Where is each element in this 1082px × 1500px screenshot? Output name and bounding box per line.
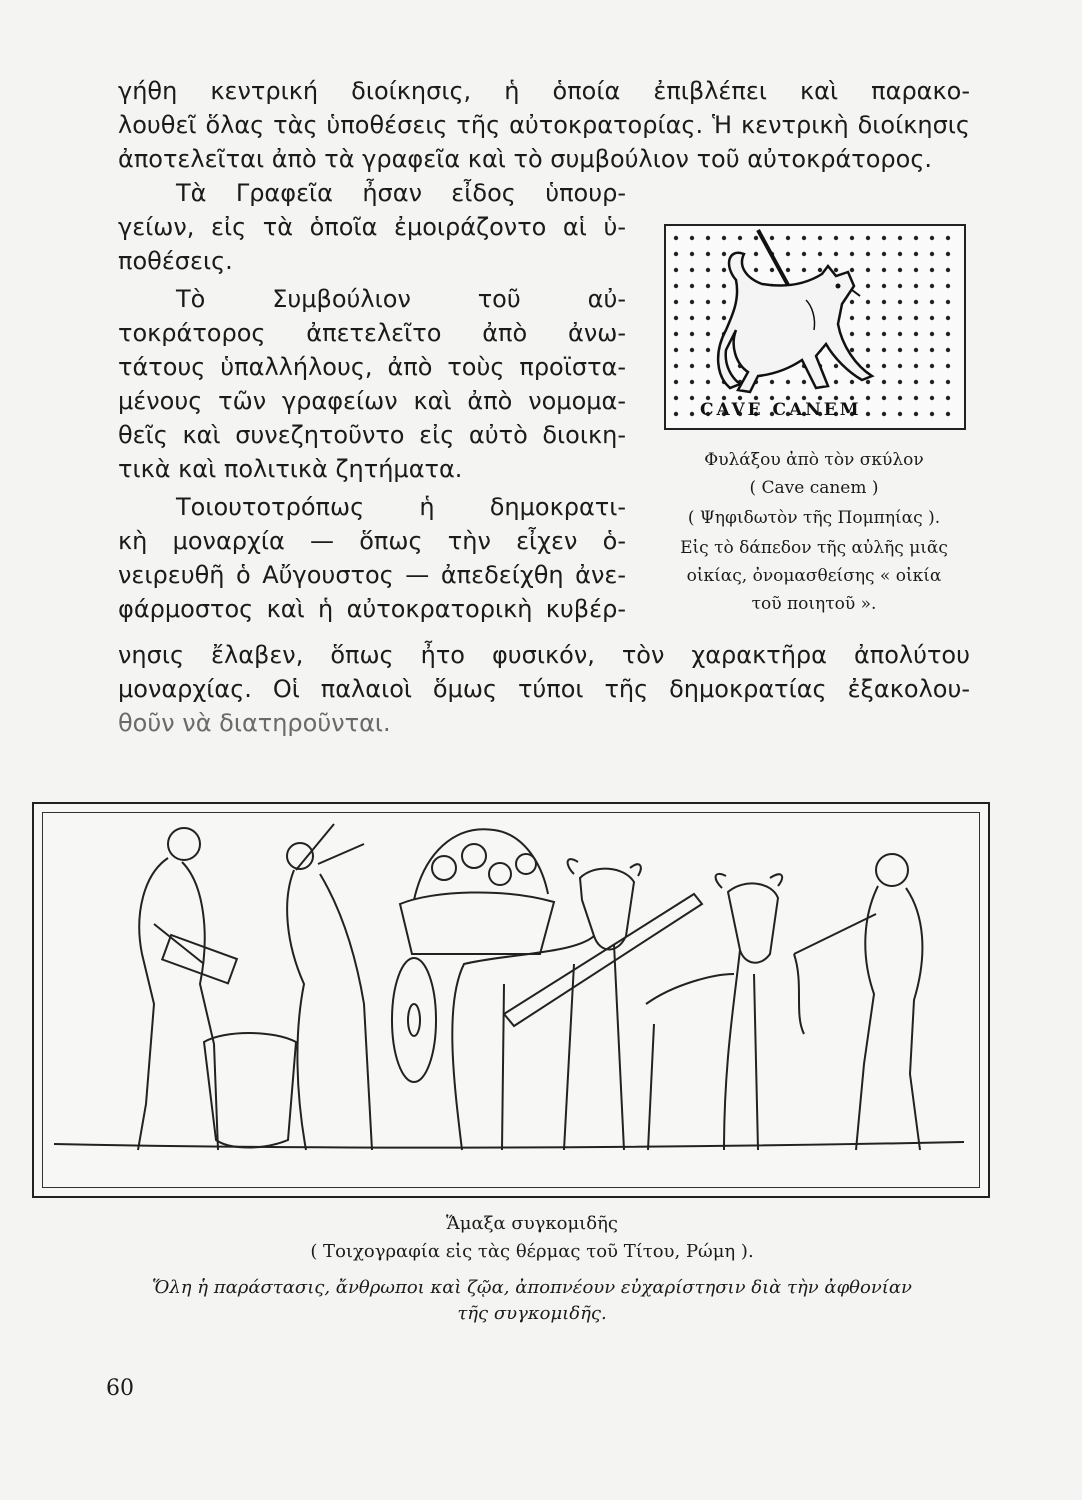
text-line: λουθεῖ ὅλας τὰς ὑποθέσεις τῆς αὐτοκρατορίας. Ἡ κεντρικὴ διοίκησις bbox=[118, 111, 970, 139]
mosaic-tessera bbox=[930, 364, 934, 368]
mosaic-tessera bbox=[882, 252, 886, 256]
mosaic-tessera bbox=[674, 332, 678, 336]
mosaic-tessera bbox=[690, 300, 694, 304]
mosaic-tessera bbox=[866, 252, 870, 256]
mosaic-tessera bbox=[834, 364, 838, 368]
mosaic-tessera bbox=[850, 268, 854, 272]
mosaic-tessera bbox=[706, 284, 710, 288]
mosaic-tessera bbox=[706, 316, 710, 320]
mosaic-tessera bbox=[866, 332, 870, 336]
mosaic-tessera bbox=[898, 380, 902, 384]
mosaic-tessera bbox=[674, 380, 678, 384]
mosaic-tessera bbox=[690, 316, 694, 320]
mosaic-tessera bbox=[722, 236, 726, 240]
mosaic-tessera bbox=[706, 236, 710, 240]
mosaic-caption-latin: ( Cave canem ) bbox=[749, 478, 879, 498]
mosaic-tessera bbox=[818, 252, 822, 256]
mosaic-tessera bbox=[690, 412, 694, 416]
mosaic-tessera bbox=[834, 252, 838, 256]
mosaic-tessera bbox=[882, 348, 886, 352]
fresco-source: ( Τοιχογραφία εἰς τὰς θέρμας τοῦ Τίτου, Ρώμη ). bbox=[310, 1241, 754, 1262]
mosaic-tessera bbox=[866, 236, 870, 240]
page-number: 60 bbox=[106, 1376, 134, 1401]
fresco-note: Ὅλη ἡ παράστασις, ἄνθρωποι καὶ ζῷα, ἀποπνέουν εὐχαρίστησιν διὰ τὴν ἀφθονίαν bbox=[152, 1277, 912, 1298]
mosaic-tessera bbox=[914, 396, 918, 400]
mosaic-tessera bbox=[674, 348, 678, 352]
mosaic-tessera bbox=[930, 284, 934, 288]
mosaic-tessera bbox=[898, 316, 902, 320]
mosaic-tessera bbox=[706, 348, 710, 352]
mosaic-tessera bbox=[866, 284, 870, 288]
text-line: ποθέσεις. bbox=[118, 247, 233, 275]
mosaic-tessera bbox=[898, 396, 902, 400]
text-line: τικὰ καὶ πολιτικὰ ζητήματα. bbox=[118, 455, 463, 483]
mosaic-tessera bbox=[706, 300, 710, 304]
mosaic-tessera bbox=[786, 268, 790, 272]
mosaic-tessera bbox=[722, 284, 726, 288]
mosaic-tessera bbox=[866, 412, 870, 416]
mosaic-tessera bbox=[866, 396, 870, 400]
mosaic-tessera bbox=[690, 252, 694, 256]
mosaic-tessera bbox=[882, 380, 886, 384]
mosaic-tessera bbox=[802, 236, 806, 240]
mosaic-tessera bbox=[706, 252, 710, 256]
mosaic-tessera bbox=[770, 380, 774, 384]
mosaic-tessera bbox=[882, 412, 886, 416]
text-line: κὴ μοναρχία — ὅπως τὴν εἶχεν ὁ- bbox=[118, 527, 626, 555]
fresco-note: τῆς συγκομιδῆς. bbox=[457, 1303, 607, 1324]
text-line: μοναρχίας. Οἱ παλαιοὶ ὅμως τύποι τῆς δημοκρατίας ἐξακολου- bbox=[118, 675, 970, 703]
mosaic-tessera bbox=[818, 268, 822, 272]
mosaic-tessera bbox=[706, 268, 710, 272]
mosaic-tessera bbox=[930, 268, 934, 272]
mosaic-tessera bbox=[690, 348, 694, 352]
mosaic-tessera bbox=[882, 396, 886, 400]
mosaic-tessera bbox=[722, 268, 726, 272]
mosaic-tessera bbox=[946, 236, 950, 240]
mosaic-tessera bbox=[786, 380, 790, 384]
mosaic-tessera bbox=[914, 252, 918, 256]
mosaic-tessera bbox=[866, 348, 870, 352]
mosaic-tessera bbox=[914, 300, 918, 304]
mosaic-tessera bbox=[818, 236, 822, 240]
mosaic-tessera bbox=[930, 332, 934, 336]
mosaic-tessera bbox=[898, 348, 902, 352]
mosaic-tessera bbox=[674, 284, 678, 288]
mosaic-tessera bbox=[802, 380, 806, 384]
mosaic-tessera bbox=[930, 300, 934, 304]
mosaic-tessera bbox=[674, 412, 678, 416]
text-line: Τὸ Συμβούλιον τοῦ αὐ- bbox=[176, 285, 626, 313]
mosaic-tessera bbox=[754, 252, 758, 256]
mosaic-tessera bbox=[930, 348, 934, 352]
mosaic-tessera bbox=[930, 380, 934, 384]
mosaic-tessera bbox=[866, 268, 870, 272]
text-line: μένους τῶν γραφείων καὶ ἀπὸ νομομα- bbox=[118, 387, 626, 415]
mosaic-tessera bbox=[866, 380, 870, 384]
mosaic-inscription: CAVE CANEM bbox=[700, 400, 862, 420]
mosaic-tessera bbox=[914, 380, 918, 384]
mosaic-tessera bbox=[946, 284, 950, 288]
text-line: θεῖς καὶ συνεζητοῦντο εἰς αὐτὸ διοικη- bbox=[118, 421, 626, 449]
mosaic-tessera bbox=[946, 300, 950, 304]
mosaic-tessera bbox=[914, 284, 918, 288]
mosaic-tessera bbox=[898, 364, 902, 368]
text-line: τάτους ὑπαλλήλους, ἀπὸ τοὺς προϊστα- bbox=[118, 353, 626, 381]
mosaic-tessera bbox=[802, 252, 806, 256]
mosaic-tessera bbox=[866, 364, 870, 368]
mosaic-tessera bbox=[946, 252, 950, 256]
mosaic-tessera bbox=[674, 236, 678, 240]
mosaic-tessera bbox=[898, 284, 902, 288]
mosaic-tessera bbox=[946, 332, 950, 336]
mosaic-tessera bbox=[674, 316, 678, 320]
mosaic-tessera bbox=[850, 348, 854, 352]
mosaic-tessera bbox=[850, 236, 854, 240]
mosaic-tessera bbox=[690, 236, 694, 240]
mosaic-tessera bbox=[850, 316, 854, 320]
dog-mosaic-drawing bbox=[666, 226, 964, 428]
fresco-title: Ἅμαξα συγκομιδῆς bbox=[446, 1213, 618, 1234]
mosaic-tessera bbox=[722, 252, 726, 256]
mosaic-tessera bbox=[866, 316, 870, 320]
mosaic-tessera bbox=[706, 332, 710, 336]
mosaic-tessera bbox=[722, 300, 726, 304]
mosaic-tessera bbox=[914, 316, 918, 320]
mosaic-tessera bbox=[930, 316, 934, 320]
text-line: φάρμοστος καὶ ἡ αὐτοκρατορικὴ κυβέρ- bbox=[118, 595, 626, 623]
mosaic-tessera bbox=[882, 284, 886, 288]
fresco-drawing bbox=[34, 804, 988, 1196]
mosaic-caption-text: τοῦ ποιητοῦ ». bbox=[751, 594, 877, 614]
mosaic-tessera bbox=[946, 380, 950, 384]
mosaic-tessera bbox=[834, 268, 838, 272]
mosaic-tessera bbox=[914, 332, 918, 336]
text-line: γείων, εἰς τὰ ὁποῖα ἐμοιράζοντο αἱ ὑ- bbox=[118, 213, 626, 241]
mosaic-caption-source: ( Ψηφιδωτὸν τῆς Πομπηίας ). bbox=[687, 508, 941, 528]
mosaic-tessera bbox=[706, 380, 710, 384]
mosaic-tessera bbox=[946, 316, 950, 320]
text-line: Τοιουτοτρόπως ἡ δημοκρατι- bbox=[176, 493, 626, 521]
mosaic-tessera bbox=[674, 396, 678, 400]
mosaic-tessera bbox=[898, 412, 902, 416]
mosaic-tessera bbox=[674, 300, 678, 304]
text-line: νησις ἔλαβεν, ὅπως ἦτο φυσικόν, τὸν χαρακτῆρα ἀπολύτου bbox=[118, 641, 970, 669]
mosaic-tessera bbox=[850, 380, 854, 384]
mosaic-caption-title: Φυλάξου ἀπὸ τὸν σκύλον bbox=[704, 450, 924, 470]
mosaic-tessera bbox=[882, 332, 886, 336]
mosaic-tessera bbox=[914, 364, 918, 368]
mosaic-tessera bbox=[770, 268, 774, 272]
mosaic-tessera bbox=[834, 236, 838, 240]
text-line: ἀποτελεῖται ἀπὸ τὰ γραφεῖα καὶ τὸ συμβούλιον τοῦ αὐτοκράτορος. bbox=[118, 145, 933, 173]
mosaic-tessera bbox=[898, 300, 902, 304]
text-line: Τὰ Γραφεῖα ἦσαν εἶδος ὑπουρ- bbox=[176, 179, 626, 207]
mosaic-tessera bbox=[674, 364, 678, 368]
mosaic-tessera bbox=[946, 396, 950, 400]
mosaic-tessera bbox=[786, 252, 790, 256]
mosaic-tessera bbox=[898, 332, 902, 336]
mosaic-tessera bbox=[882, 364, 886, 368]
mosaic-caption-text: οἰκίας, ὀνομασθείσης « οἰκία bbox=[686, 566, 942, 586]
text-line: θοῦν νὰ διατηροῦνται. bbox=[118, 709, 391, 737]
mosaic-tessera bbox=[690, 268, 694, 272]
mosaic-tessera bbox=[754, 236, 758, 240]
mosaic-tessera bbox=[946, 412, 950, 416]
mosaic-tessera bbox=[754, 268, 758, 272]
mosaic-tessera bbox=[946, 348, 950, 352]
mosaic-tessera bbox=[690, 396, 694, 400]
mosaic-tessera bbox=[706, 364, 710, 368]
mosaic-tessera bbox=[930, 412, 934, 416]
mosaic-tessera bbox=[946, 364, 950, 368]
mosaic-tessera bbox=[674, 252, 678, 256]
mosaic-tessera bbox=[914, 348, 918, 352]
mosaic-tessera bbox=[690, 284, 694, 288]
mosaic-tessera bbox=[946, 268, 950, 272]
mosaic-tessera bbox=[882, 316, 886, 320]
mosaic-tessera bbox=[802, 268, 806, 272]
mosaic-tessera bbox=[674, 268, 678, 272]
mosaic-tessera bbox=[690, 364, 694, 368]
mosaic-tessera bbox=[850, 332, 854, 336]
mosaic-tessera bbox=[930, 396, 934, 400]
mosaic-tessera bbox=[690, 332, 694, 336]
mosaic-tessera bbox=[690, 380, 694, 384]
mosaic-tessera bbox=[930, 236, 934, 240]
mosaic-tessera bbox=[850, 252, 854, 256]
mosaic-tessera bbox=[722, 316, 726, 320]
text-line: νειρευθῆ ὁ Αὔγουστος — ἀπεδείχθη ἀνε- bbox=[118, 561, 626, 589]
harvest-cart-fresco bbox=[32, 802, 990, 1198]
mosaic-caption-text: Εἰς τὸ δάπεδον τῆς αὐλῆς μιᾶς bbox=[680, 538, 948, 558]
cave-canem-mosaic bbox=[664, 224, 966, 430]
mosaic-tessera bbox=[786, 236, 790, 240]
mosaic-tessera bbox=[866, 300, 870, 304]
mosaic-tessera bbox=[914, 412, 918, 416]
mosaic-tessera bbox=[930, 252, 934, 256]
mosaic-tessera bbox=[770, 236, 774, 240]
mosaic-tessera bbox=[914, 268, 918, 272]
mosaic-tessera bbox=[914, 236, 918, 240]
mosaic-tessera bbox=[882, 236, 886, 240]
mosaic-tessera bbox=[882, 300, 886, 304]
mosaic-tessera bbox=[850, 300, 854, 304]
mosaic-tessera bbox=[882, 268, 886, 272]
text-line: τοκράτορος ἀπετελεῖτο ἀπὸ ἀνω- bbox=[118, 319, 626, 347]
mosaic-tessera bbox=[898, 268, 902, 272]
mosaic-tessera bbox=[898, 252, 902, 256]
mosaic-tessera bbox=[898, 236, 902, 240]
mosaic-tessera bbox=[834, 380, 838, 384]
mosaic-tessera bbox=[738, 236, 742, 240]
text-line: γήθη κεντρική διοίκησις, ἡ ὁποία ἐπιβλέπει καὶ παρακο- bbox=[118, 77, 970, 105]
